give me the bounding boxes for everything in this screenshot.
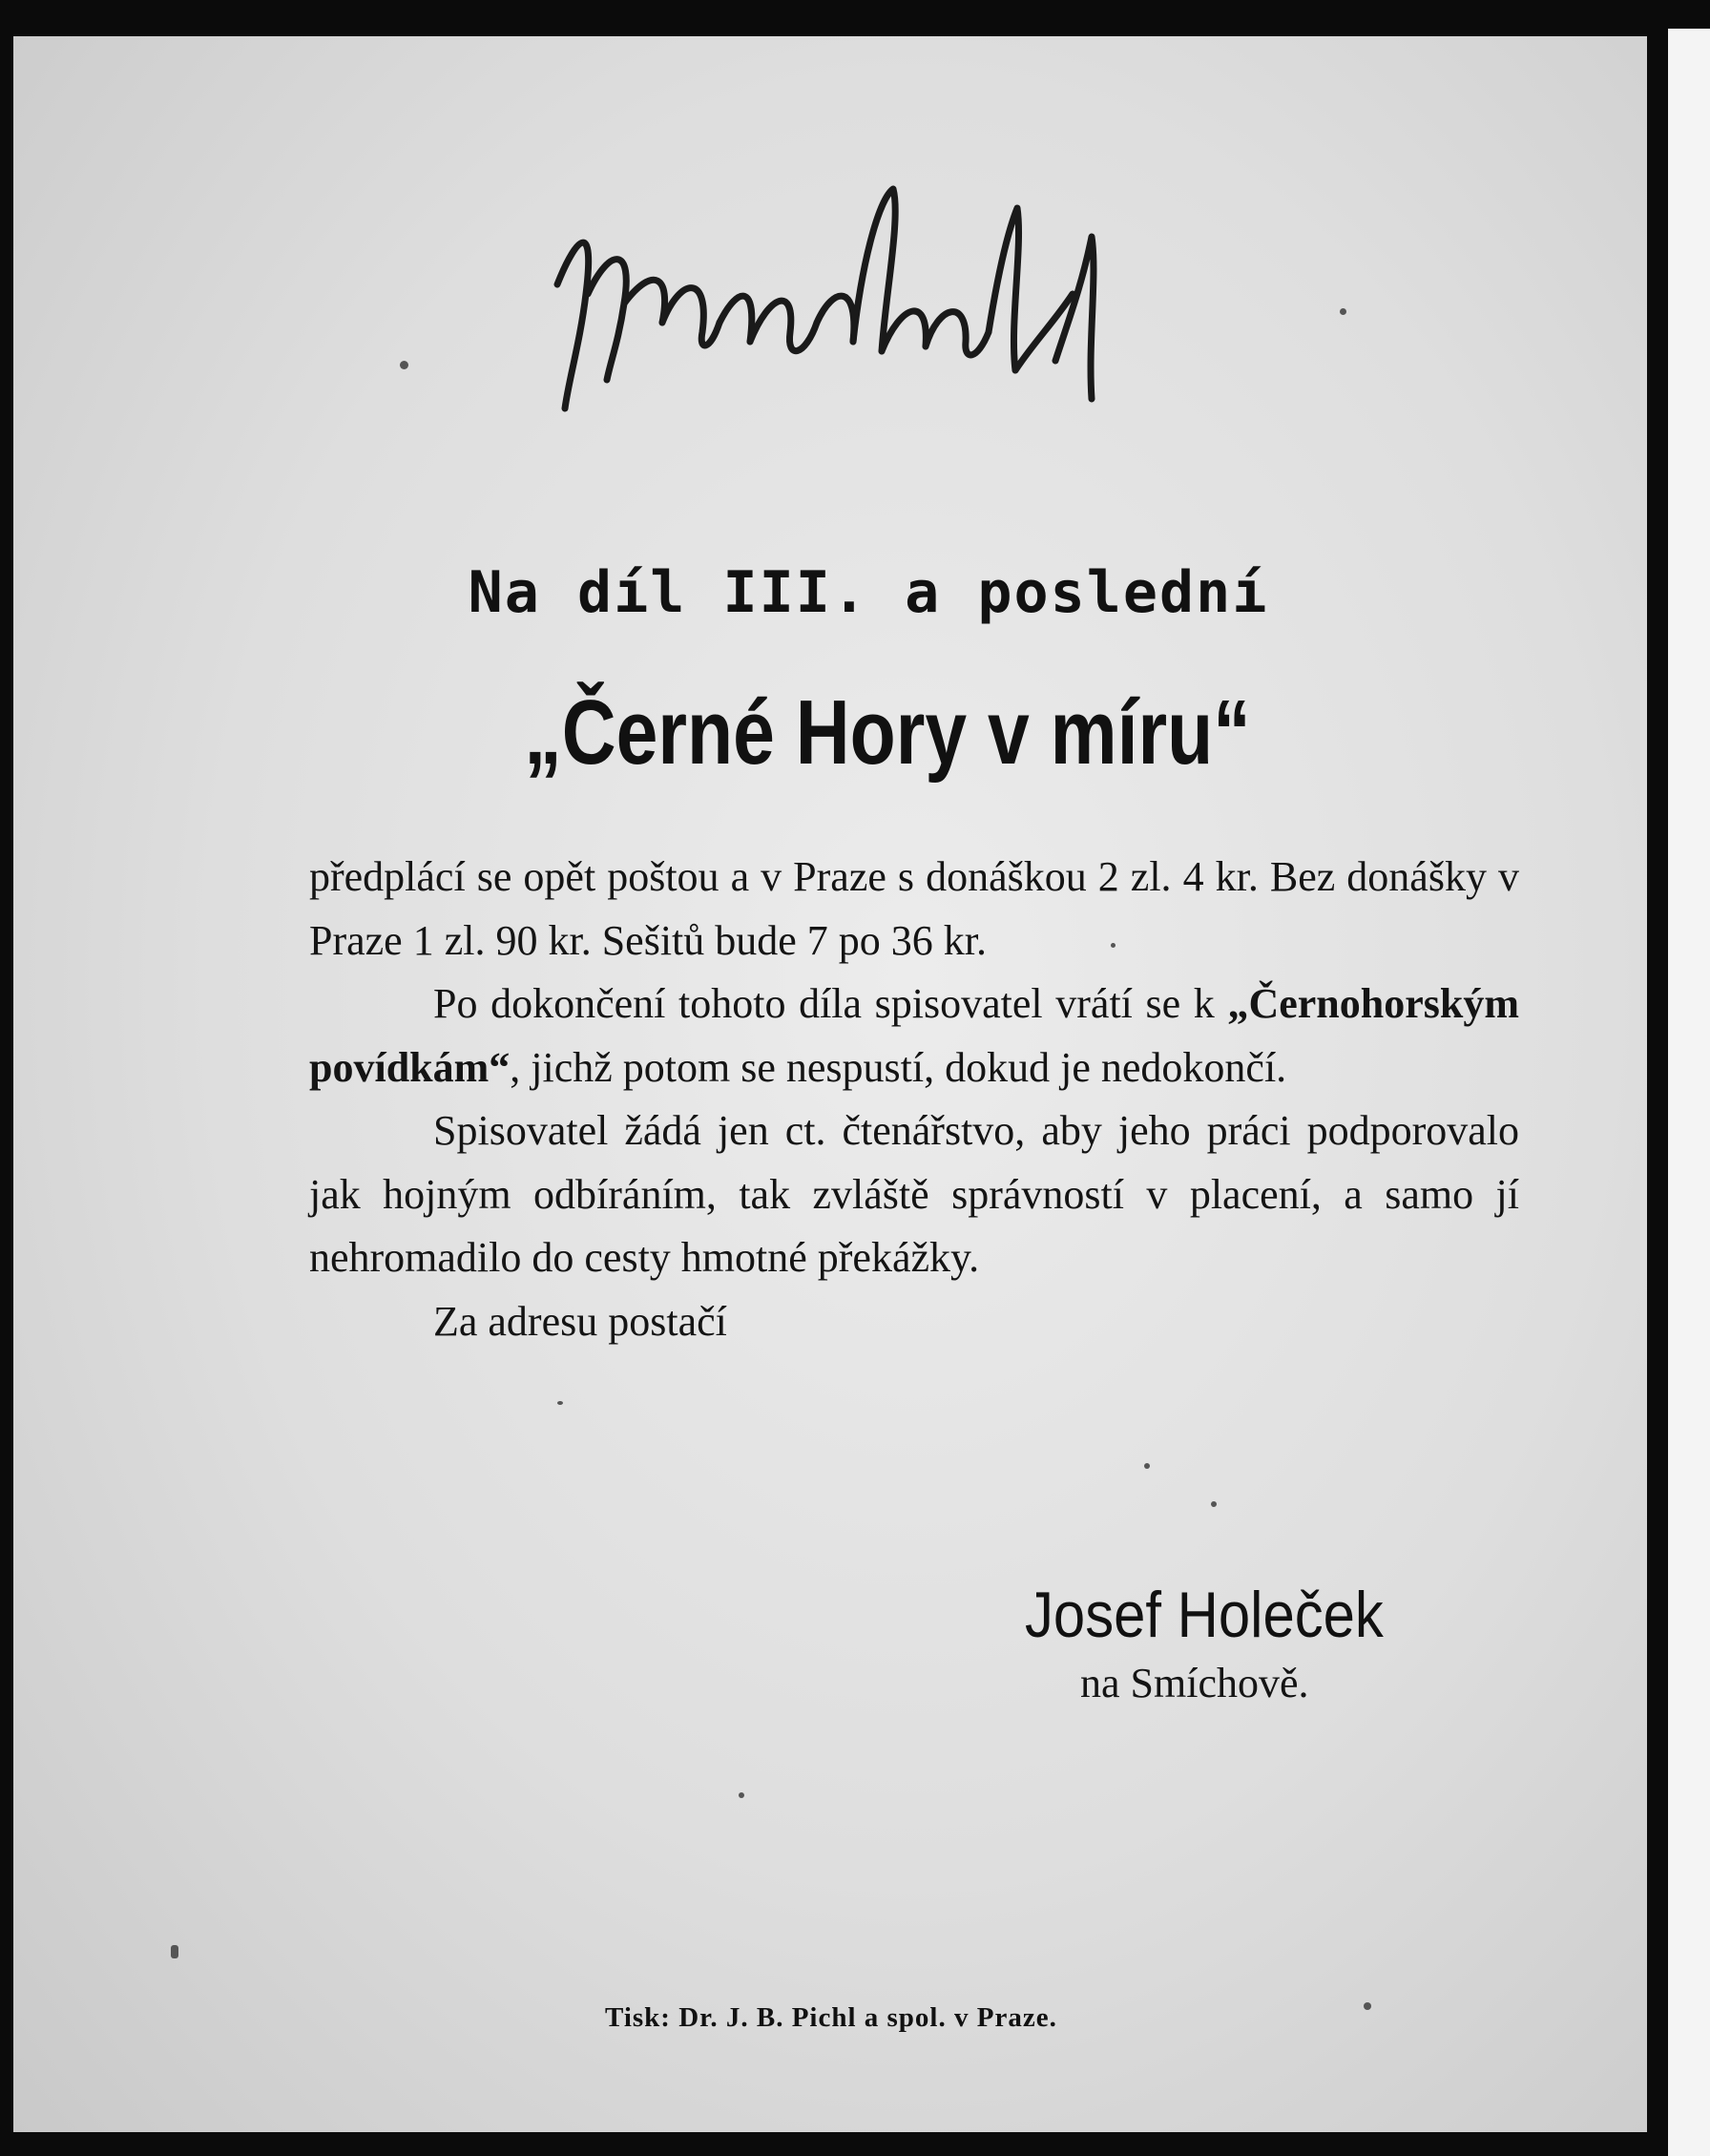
- adjacent-page-edge: [1668, 29, 1710, 2156]
- speck: [400, 361, 408, 369]
- speck: [1111, 943, 1116, 948]
- speck: [171, 1945, 178, 1958]
- paragraph-continuation: [309, 973, 1519, 1099]
- paragraph-address: Za adresu postačí: [433, 1297, 727, 1345]
- speck: [1144, 1463, 1150, 1469]
- paragraph-subscription: předplácí se opět poštou a v Praze s donáškou 2 zl. 4 kr. Bez donášky v Praze 1 zl. 90 kr. Sešitů bude 7 po 36 kr.: [309, 853, 1519, 964]
- document-page: [13, 36, 1647, 2132]
- signature-name: Josef Holeček: [1025, 1579, 1384, 1651]
- speck: [1211, 1501, 1217, 1507]
- speck: [739, 1792, 744, 1798]
- speck: [1364, 2002, 1371, 2010]
- paragraph-continuation-start: Po dokončení tohoto díla spisovatel vrátí se k: [433, 980, 1228, 1027]
- title: „Černé Hory v míru“: [524, 681, 1251, 784]
- handwritten-note: [519, 179, 1149, 428]
- work-title-bold: „Černohorským povídkám“: [309, 980, 1519, 1091]
- paragraph-continuation-end: , jichž potom se nespustí, dokud je nedokončí.: [510, 1043, 1287, 1091]
- heading: Na díl III. a poslední: [468, 559, 1269, 626]
- paragraph-appeal: Spisovatel žádá jen ct. čtenářstvo, aby jeho práci podporovalo jak hojným odbíráním, tak zvláště správností v placení, a samo jí nehromadilo do cesty hmotné překážky.: [309, 1107, 1519, 1281]
- printer-imprint: Tisk: Dr. J. B. Pichl a spol. v Praze.: [605, 2002, 1057, 2033]
- body-text: [309, 846, 1519, 1353]
- page-gutter: [1647, 0, 1668, 2156]
- signature-place: na Smíchově.: [1080, 1660, 1309, 1706]
- speck: [557, 1401, 563, 1405]
- speck: [1340, 308, 1346, 315]
